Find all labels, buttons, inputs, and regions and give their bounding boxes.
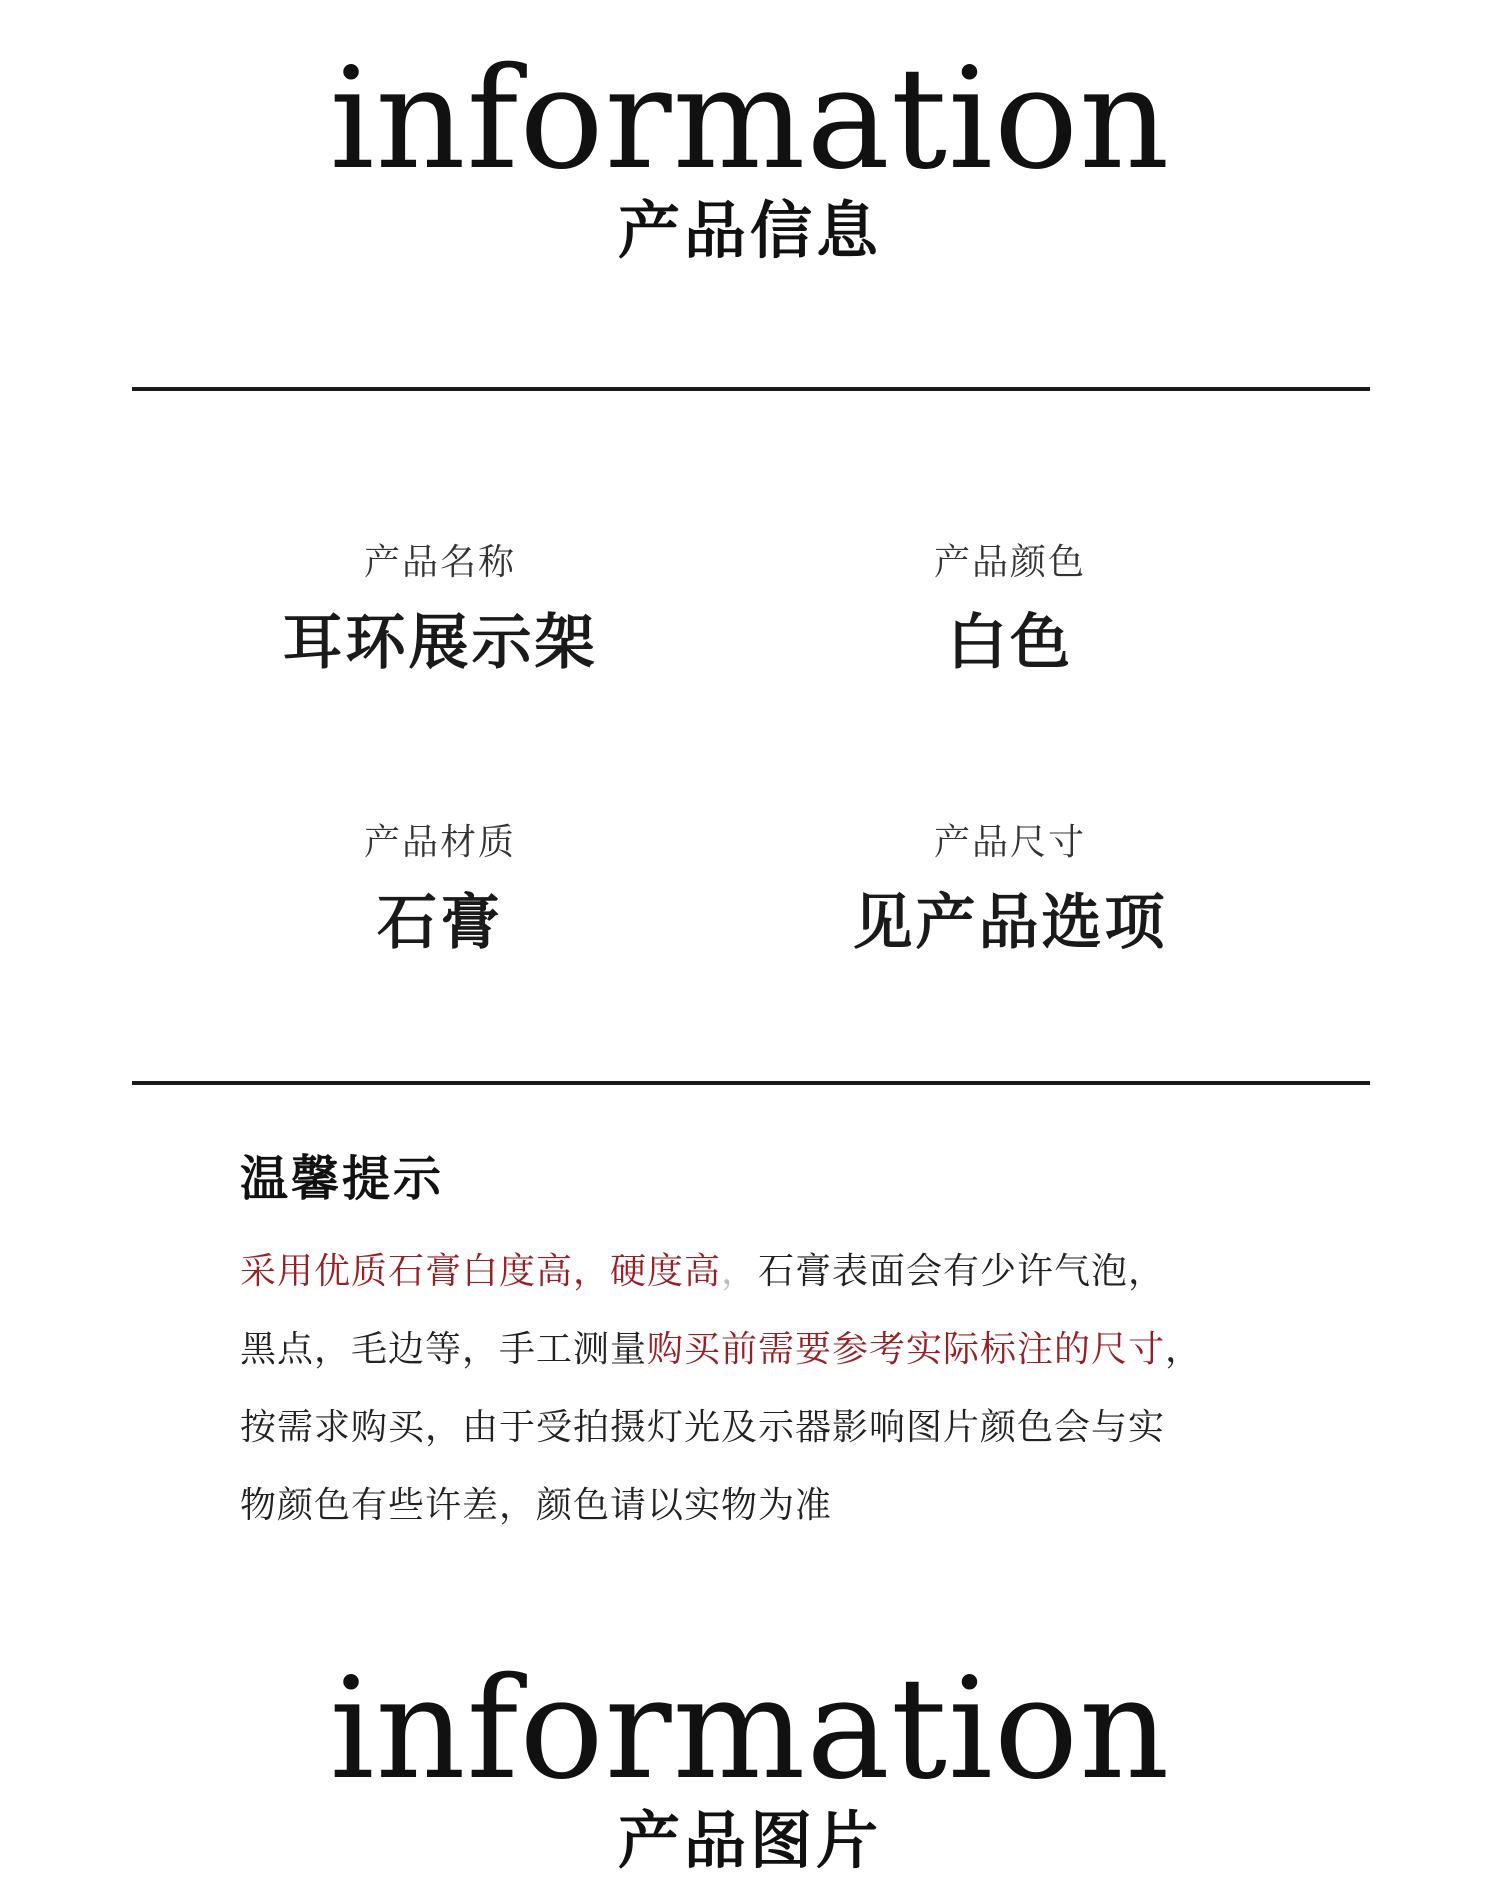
tips-block: [240, 1151, 1280, 1545]
spec-material-label: 产品材质: [363, 822, 516, 863]
tips-line-4: 物颜色有些许差，颜色请以实物为准: [240, 1485, 833, 1526]
section-header-images: [0, 1648, 1500, 1811]
spec-size: [760, 822, 1260, 958]
section-title-en: information: [329, 38, 1171, 201]
tips-line-1-comma: ，: [721, 1251, 759, 1292]
section-header-images-cn: [0, 1804, 1500, 1877]
divider-top: [132, 387, 1370, 391]
divider-bottom: [132, 1081, 1370, 1085]
spec-size-label: 产品尺寸: [933, 822, 1086, 863]
tips-line-1-rest: 石膏表面会有少许气泡，: [758, 1251, 1166, 1292]
spec-name: [190, 542, 690, 678]
tips-line-2-start: 黑点，毛边等，手工测量: [240, 1329, 648, 1370]
spec-color: [760, 542, 1260, 678]
tips-line-1-highlight: 采用优质石膏白度高，硬度高: [240, 1251, 722, 1292]
section2-title-cn: 产品图片: [617, 1804, 882, 1877]
tips-body: [240, 1233, 1280, 1545]
tips-line-2: [240, 1311, 1280, 1389]
section-title-cn: 产品信息: [617, 194, 882, 267]
section2-title-en: information: [329, 1648, 1171, 1811]
tips-line-2-highlight: 购买前需要参考实际标注的尺寸: [647, 1329, 1166, 1370]
tips-title: 温馨提示: [240, 1151, 445, 1207]
tips-line-3: 按需求购买，由于受拍摄灯光及示器影响图片颜色会与实: [240, 1407, 1166, 1448]
section-header-info: [0, 38, 1500, 201]
section-header-info-cn: [0, 194, 1500, 267]
spec-color-label: 产品颜色: [933, 542, 1086, 583]
spec-material-value: 石膏: [377, 888, 503, 958]
tips-line-2-end: ，: [1165, 1329, 1203, 1370]
spec-name-label: 产品名称: [363, 542, 516, 583]
spec-color-value: 白色: [947, 608, 1073, 678]
tips-line-1: [240, 1233, 1280, 1311]
spec-size-value: 见产品选项: [852, 888, 1168, 958]
spec-name-value: 耳环展示架: [282, 608, 598, 678]
spec-material: [190, 822, 690, 958]
